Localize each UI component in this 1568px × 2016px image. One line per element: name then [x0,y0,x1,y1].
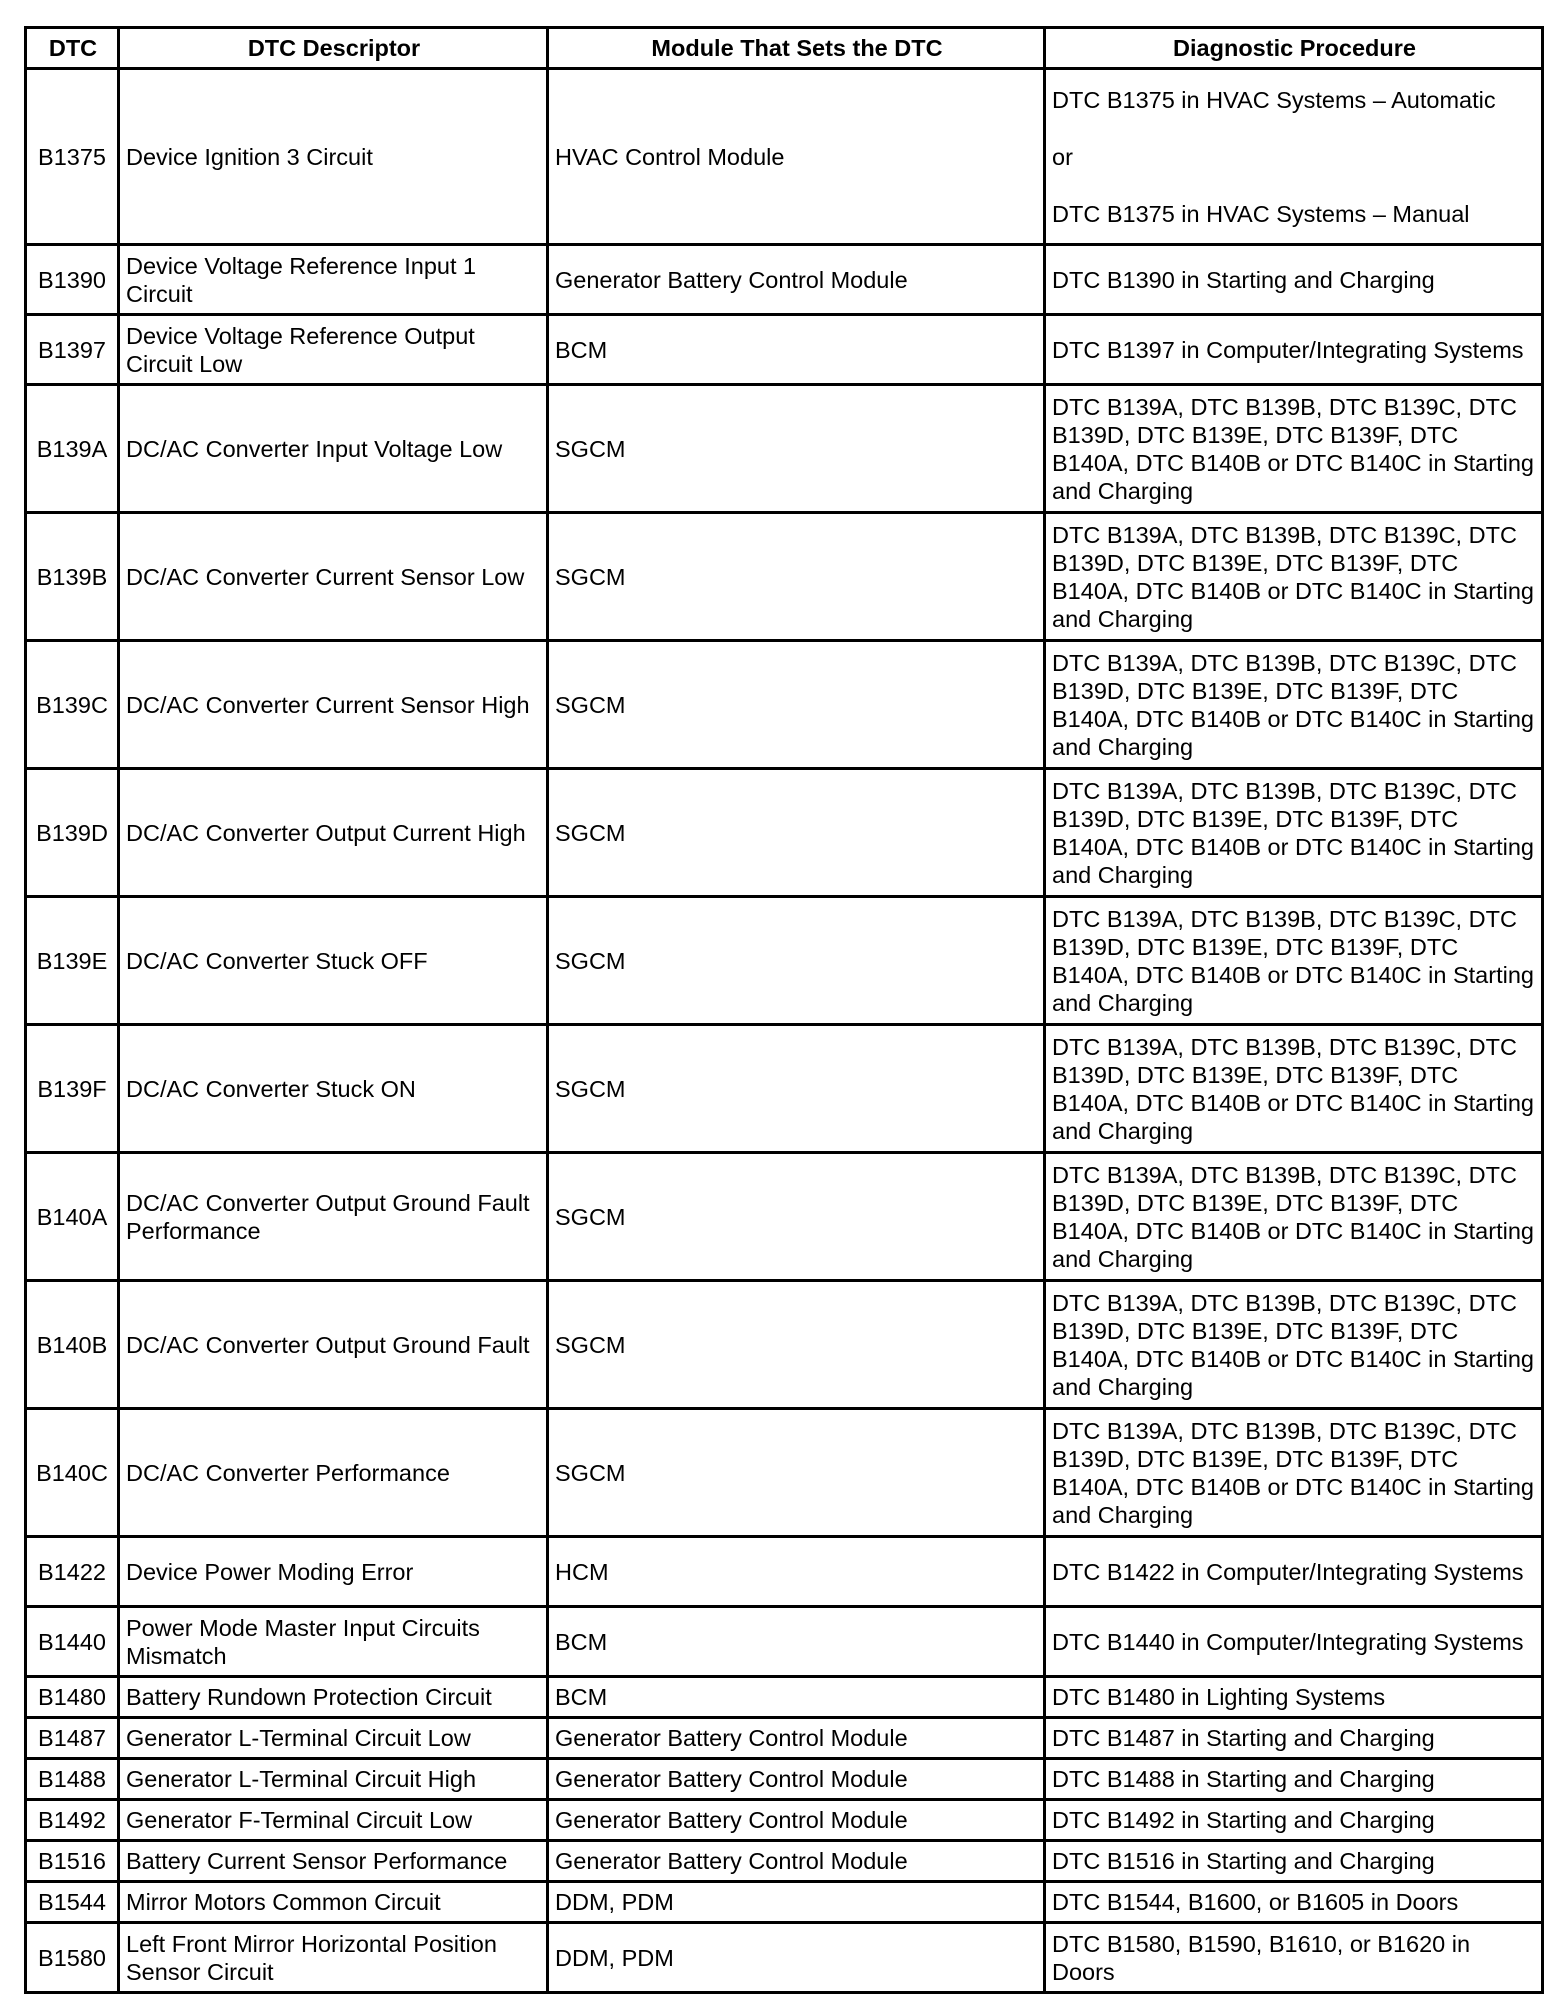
dtc-descriptor: DC/AC Converter Stuck ON [119,1025,548,1153]
dtc-procedure: DTC B139A, DTC B139B, DTC B139C, DTC B139D, DTC B139E, DTC B139F, DTC B140A, DTC B140B or DTC B140C in Starting and Charging [1045,1153,1543,1281]
dtc-module: Generator Battery Control Module [548,1800,1045,1841]
dtc-module: SGCM [548,897,1045,1025]
dtc-code: B140B [26,1281,119,1409]
dtc-code: B140A [26,1153,119,1281]
table-row [26,513,1543,641]
dtc-code: B140C [26,1409,119,1537]
dtc-code: B1397 [26,315,119,385]
dtc-code: B1390 [26,245,119,315]
dtc-module: SGCM [548,641,1045,769]
dtc-procedure: DTC B1397 in Computer/Integrating Systems [1045,315,1543,385]
table-row [26,245,1543,315]
dtc-module: DDM, PDM [548,1923,1045,1993]
dtc-module: SGCM [548,1153,1045,1281]
dtc-module: SGCM [548,1409,1045,1537]
dtc-code: B139D [26,769,119,897]
dtc-code: B139A [26,385,119,513]
table-row [26,385,1543,513]
dtc-procedure: DTC B1492 in Starting and Charging [1045,1800,1543,1841]
dtc-module: SGCM [548,1281,1045,1409]
dtc-procedure: DTC B139A, DTC B139B, DTC B139C, DTC B139D, DTC B139E, DTC B139F, DTC B140A, DTC B140B or DTC B140C in Starting and Charging [1045,385,1543,513]
dtc-descriptor: Device Power Moding Error [119,1537,548,1607]
dtc-module: SGCM [548,385,1045,513]
dtc-procedure: DTC B139A, DTC B139B, DTC B139C, DTC B139D, DTC B139E, DTC B139F, DTC B140A, DTC B140B or DTC B140C in Starting and Charging [1045,1281,1543,1409]
dtc-procedure: DTC B1390 in Starting and Charging [1045,245,1543,315]
table-header-row [26,28,1543,69]
table-row [26,1718,1543,1759]
dtc-descriptor: Generator L-Terminal Circuit High [119,1759,548,1800]
dtc-table [24,26,1544,1994]
header-descriptor: DTC Descriptor [119,28,548,69]
dtc-code: B1544 [26,1882,119,1923]
dtc-code: B1516 [26,1841,119,1882]
table-row [26,641,1543,769]
table-row [26,69,1543,245]
table-row [26,1759,1543,1800]
dtc-module: Generator Battery Control Module [548,1759,1045,1800]
table-row [26,1882,1543,1923]
dtc-module: Generator Battery Control Module [548,245,1045,315]
table-row [26,897,1543,1025]
dtc-descriptor: DC/AC Converter Output Current High [119,769,548,897]
dtc-descriptor: DC/AC Converter Current Sensor High [119,641,548,769]
dtc-procedure: DTC B1580, B1590, B1610, or B1620 in Doors [1045,1923,1543,1993]
dtc-descriptor: Device Voltage Reference Output Circuit Low [119,315,548,385]
dtc-procedure: DTC B139A, DTC B139B, DTC B139C, DTC B139D, DTC B139E, DTC B139F, DTC B140A, DTC B140B or DTC B140C in Starting and Charging [1045,1409,1543,1537]
dtc-descriptor: Left Front Mirror Horizontal Position Sensor Circuit [119,1923,548,1993]
dtc-code: B1480 [26,1677,119,1718]
dtc-module: BCM [548,1607,1045,1677]
dtc-module: HCM [548,1537,1045,1607]
procedure-line: DTC B1375 in HVAC Systems – Manual [1052,200,1470,227]
dtc-code: B139E [26,897,119,1025]
dtc-code: B1487 [26,1718,119,1759]
dtc-descriptor: Mirror Motors Common Circuit [119,1882,548,1923]
dtc-procedure: DTC B139A, DTC B139B, DTC B139C, DTC B139D, DTC B139E, DTC B139F, DTC B140A, DTC B140B or DTC B140C in Starting and Charging [1045,641,1543,769]
table-row [26,1841,1543,1882]
dtc-descriptor: Battery Current Sensor Performance [119,1841,548,1882]
dtc-procedure: DTC B139A, DTC B139B, DTC B139C, DTC B139D, DTC B139E, DTC B139F, DTC B140A, DTC B140B or DTC B140C in Starting and Charging [1045,769,1543,897]
dtc-code: B1422 [26,1537,119,1607]
dtc-descriptor: DC/AC Converter Performance [119,1409,548,1537]
table-row [26,769,1543,897]
dtc-code: B1375 [26,69,119,245]
dtc-procedure: DTC B1440 in Computer/Integrating Systems [1045,1607,1543,1677]
dtc-procedure: DTC B1488 in Starting and Charging [1045,1759,1543,1800]
dtc-module: DDM, PDM [548,1882,1045,1923]
dtc-module: SGCM [548,1025,1045,1153]
table-row [26,1800,1543,1841]
dtc-code: B139C [26,641,119,769]
table-row [26,1677,1543,1718]
dtc-procedure: DTC B1516 in Starting and Charging [1045,1841,1543,1882]
table-row [26,1409,1543,1537]
table-row [26,1607,1543,1677]
dtc-procedure: DTC B1487 in Starting and Charging [1045,1718,1543,1759]
dtc-procedure: DTC B1422 in Computer/Integrating Systems [1045,1537,1543,1607]
dtc-procedure [1045,69,1543,245]
dtc-procedure: DTC B139A, DTC B139B, DTC B139C, DTC B139D, DTC B139E, DTC B139F, DTC B140A, DTC B140B or DTC B140C in Starting and Charging [1045,897,1543,1025]
dtc-module: Generator Battery Control Module [548,1841,1045,1882]
dtc-code: B1440 [26,1607,119,1677]
procedure-line: or [1052,143,1073,170]
dtc-module: SGCM [548,769,1045,897]
dtc-module: HVAC Control Module [548,69,1045,245]
dtc-procedure: DTC B1544, B1600, or B1605 in Doors [1045,1882,1543,1923]
dtc-descriptor: Power Mode Master Input Circuits Mismatch [119,1607,548,1677]
dtc-descriptor: DC/AC Converter Current Sensor Low [119,513,548,641]
dtc-procedure: DTC B1480 in Lighting Systems [1045,1677,1543,1718]
dtc-code: B1492 [26,1800,119,1841]
table-row [26,1153,1543,1281]
dtc-descriptor: Generator L-Terminal Circuit Low [119,1718,548,1759]
dtc-code: B139F [26,1025,119,1153]
procedure-line: DTC B1375 in HVAC Systems – Automatic [1052,86,1496,113]
dtc-descriptor: Battery Rundown Protection Circuit [119,1677,548,1718]
dtc-module: BCM [548,315,1045,385]
dtc-module: SGCM [548,513,1045,641]
dtc-module: Generator Battery Control Module [548,1718,1045,1759]
table-row [26,1281,1543,1409]
table-row [26,1537,1543,1607]
dtc-procedure: DTC B139A, DTC B139B, DTC B139C, DTC B139D, DTC B139E, DTC B139F, DTC B140A, DTC B140B or DTC B140C in Starting and Charging [1045,513,1543,641]
dtc-descriptor: Device Voltage Reference Input 1 Circuit [119,245,548,315]
dtc-descriptor: DC/AC Converter Input Voltage Low [119,385,548,513]
dtc-descriptor: Generator F-Terminal Circuit Low [119,1800,548,1841]
dtc-procedure: DTC B139A, DTC B139B, DTC B139C, DTC B139D, DTC B139E, DTC B139F, DTC B140A, DTC B140B or DTC B140C in Starting and Charging [1045,1025,1543,1153]
dtc-code: B1488 [26,1759,119,1800]
header-module: Module That Sets the DTC [548,28,1045,69]
dtc-module: BCM [548,1677,1045,1718]
dtc-descriptor: DC/AC Converter Stuck OFF [119,897,548,1025]
dtc-descriptor: Device Ignition 3 Circuit [119,69,548,245]
header-procedure: Diagnostic Procedure [1045,28,1543,69]
table-row [26,1923,1543,1993]
table-row [26,1025,1543,1153]
dtc-descriptor: DC/AC Converter Output Ground Fault Performance [119,1153,548,1281]
dtc-code: B1580 [26,1923,119,1993]
table-row [26,315,1543,385]
dtc-code: B139B [26,513,119,641]
header-dtc: DTC [26,28,119,69]
dtc-descriptor: DC/AC Converter Output Ground Fault [119,1281,548,1409]
